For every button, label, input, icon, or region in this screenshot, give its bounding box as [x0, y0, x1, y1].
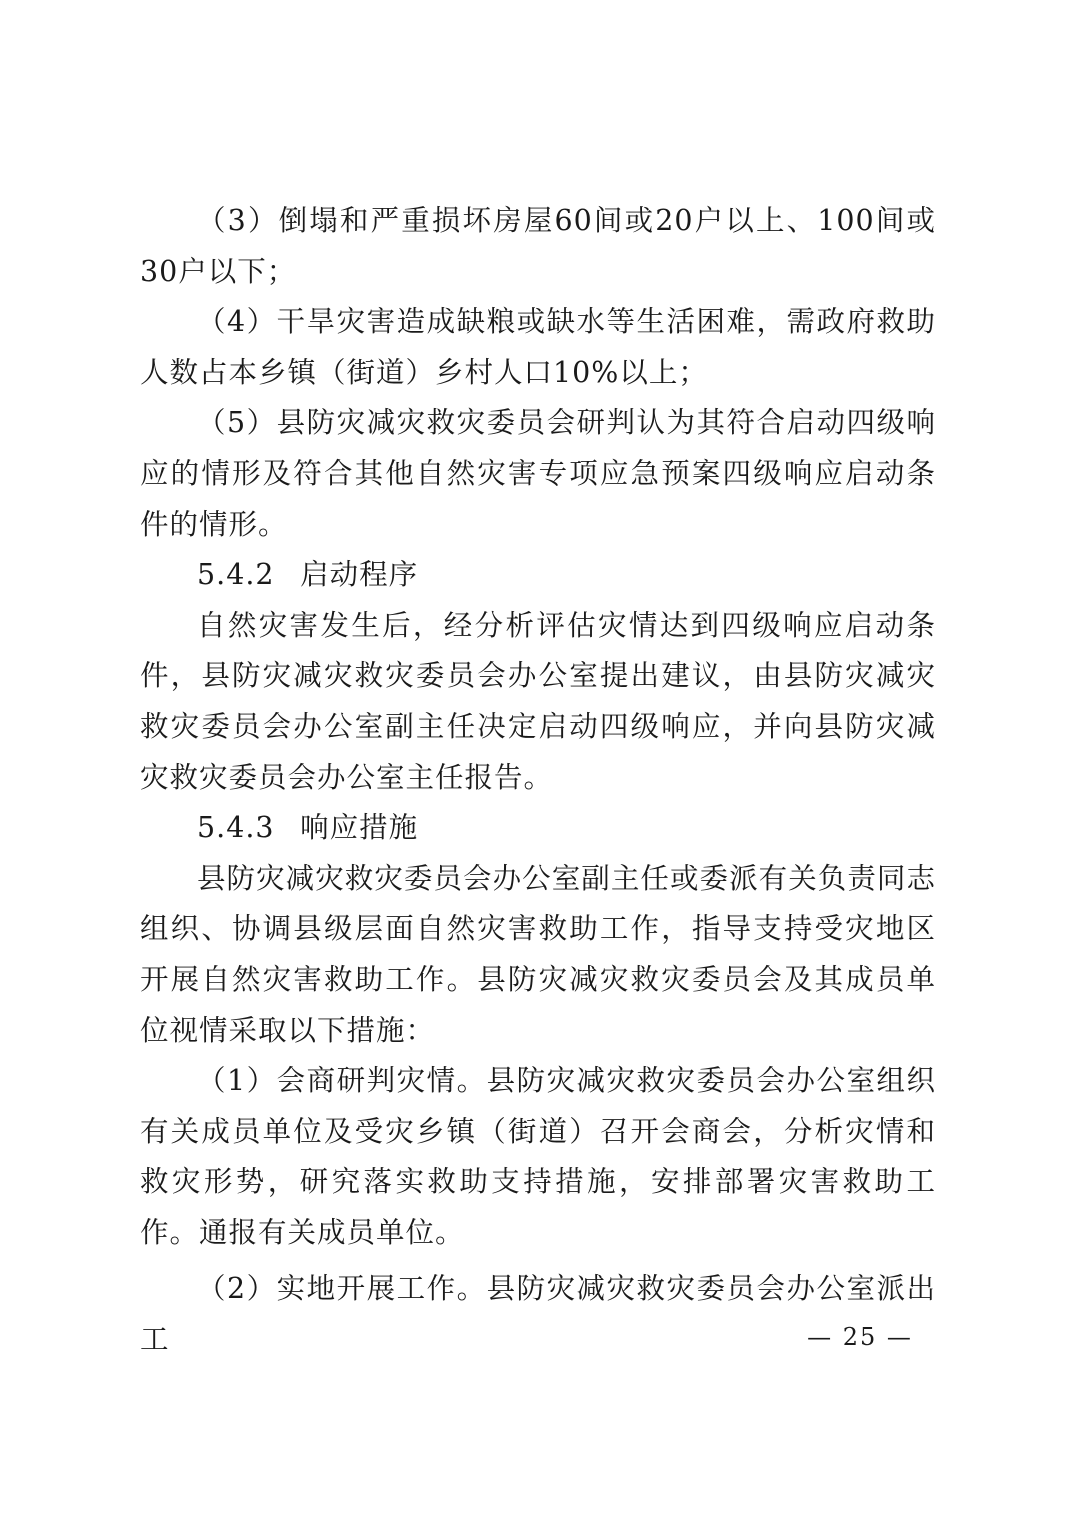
- section-heading-5-4-2: [140, 550, 936, 601]
- paragraph-measure-1: （1）会商研判灾情。县防灾减灾救灾委员会办公室组织有关成员单位及受灾乡镇（街道）召开会商会，分析灾情和救灾形势，研究落实救助支持措施，安排部署灾害救助工作。通报有关成员单位。: [140, 1064, 936, 1249]
- section-number: 5.4.3: [197, 811, 275, 845]
- body-text: [140, 196, 936, 1366]
- paragraph-item-3: （3）倒塌和严重损坏房屋60间或20户以上、100间或30户以下；: [140, 204, 936, 288]
- paragraph-launch-procedure: 自然灾害发生后，经分析评估灾情达到四级响应启动条件，县防灾减灾救灾委员会办公室提出建议，由县防灾减灾救灾委员会办公室副主任决定启动四级响应，并向县防灾减灾救灾委员会办公室主任报告。: [140, 608, 936, 794]
- paragraph-item-5: （5）县防灾减灾救灾委员会研判认为其符合启动四级响应的情形及符合其他自然灾害专项应急预案四级响应启动条件的情形。: [140, 406, 936, 541]
- section-number: 5.4.2: [197, 558, 275, 592]
- section-title: 响应措施: [300, 811, 419, 845]
- paragraph-measure-2: （2）实地开展工作。县防灾减灾救灾委员会办公室派出工: [140, 1272, 936, 1357]
- paragraph-item-4: （4）干旱灾害造成缺粮或缺水等生活困难，需政府救助人数占本乡镇（街道）乡村人口10%以上；: [140, 305, 936, 389]
- section-title: 启动程序: [300, 558, 419, 592]
- page-number: — 25 —: [807, 1323, 913, 1351]
- section-heading-5-4-3: [140, 803, 936, 854]
- paragraph-response-measures: 县防灾减灾救灾委员会办公室副主任或委派有关负责同志组织、协调县级层面自然灾害救助工作，指导支持受灾地区开展自然灾害救助工作。县防灾减灾救灾委员会及其成员单位视情采取以下措施：: [140, 861, 936, 1047]
